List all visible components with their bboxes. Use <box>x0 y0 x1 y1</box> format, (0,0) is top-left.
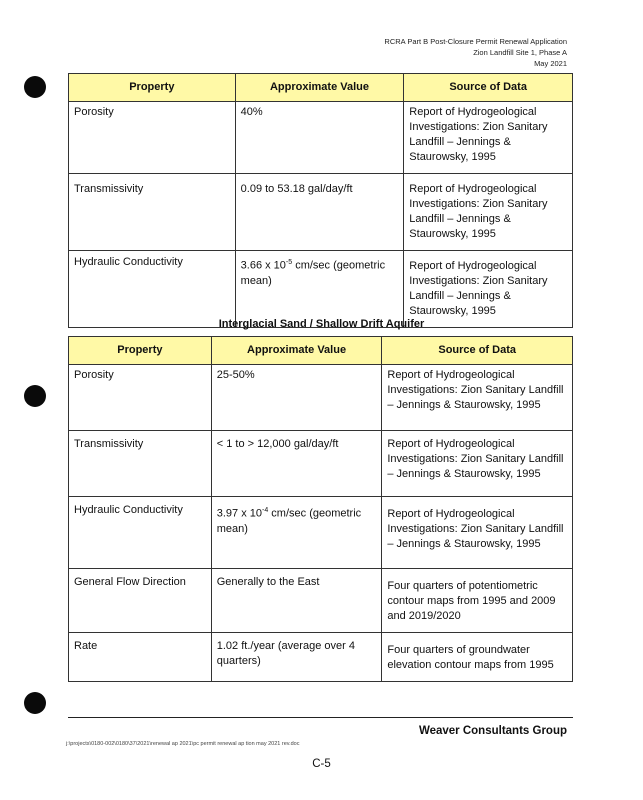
table-header-row <box>69 74 573 102</box>
table-row <box>69 633 573 682</box>
value-exponent: -4 <box>262 507 269 514</box>
cell-property: Transmissivity <box>69 431 212 497</box>
properties-table-2 <box>68 336 573 682</box>
cell-value: 0.09 to 53.18 gal/day/ft <box>235 174 404 251</box>
header-line-2: Zion Landfill Site 1, Phase A <box>473 48 567 57</box>
section-title: Interglacial Sand / Shallow Drift Aquifer <box>218 318 425 330</box>
table-row <box>69 431 573 497</box>
column-header-property: Property <box>69 337 212 365</box>
cell-source: Four quarters of groundwater elevation contour maps from 1995 <box>382 633 573 682</box>
column-header-source: Source of Data <box>382 337 573 365</box>
cell-value: Generally to the East <box>211 569 382 633</box>
document-header <box>384 36 567 69</box>
cell-value: < 1 to > 12,000 gal/day/ft <box>211 431 382 497</box>
value-mantissa: 3.97 x 10 <box>216 507 263 520</box>
header-line-3: May 2021 <box>534 59 567 68</box>
cell-property: Porosity <box>69 365 212 431</box>
cell-source: Report of Hydrogeological Investigations: Zion Sanitary Landfill – Jennings & Staurowsky, 1995 <box>382 431 573 497</box>
binder-hole-bottom <box>24 692 46 714</box>
properties-table-1 <box>68 73 573 328</box>
page-number: C-5 <box>312 758 331 770</box>
value-unit: cm/sec (geometric mean) <box>216 507 362 535</box>
table-header-row <box>69 337 573 365</box>
cell-value: 25-50% <box>211 365 382 431</box>
binder-hole-top <box>24 76 46 98</box>
company-name: Weaver Consultants Group <box>418 725 567 737</box>
cell-value <box>235 251 404 328</box>
table-row <box>69 569 573 633</box>
cell-source: Report of Hydrogeological Investigations: Zion Sanitary Landfill – Jennings & Staurowsky, 1995 <box>382 497 573 569</box>
cell-source: Report of Hydrogeological Investigations: Zion Sanitary Landfill – Jennings & Staurowsky, 1995 <box>404 102 573 174</box>
cell-property: General Flow Direction <box>69 569 212 633</box>
table-row <box>69 174 573 251</box>
table-row <box>69 251 573 328</box>
file-path: j:\projects\0180-002\0180\37\2021\renewal ap 2021\pc permit renewal ap tion may 2021 rev.doc <box>66 741 300 747</box>
footer-divider <box>68 717 573 718</box>
table-row <box>69 102 573 174</box>
value-unit: cm/sec (geometric mean) <box>240 259 386 287</box>
cell-property: Hydraulic Conductivity <box>69 251 236 328</box>
cell-source: Report of Hydrogeological Investigations: Zion Sanitary Landfill – Jennings & Staurowsky, 1995 <box>404 174 573 251</box>
cell-property: Hydraulic Conductivity <box>69 497 212 569</box>
column-header-value: Approximate Value <box>211 337 382 365</box>
cell-source: Report of Hydrogeological Investigations: Zion Sanitary Landfill – Jennings & Staurowsky, 1995 <box>404 251 573 328</box>
cell-property: Rate <box>69 633 212 682</box>
table-row <box>69 497 573 569</box>
table-row <box>69 365 573 431</box>
column-header-value: Approximate Value <box>235 74 404 102</box>
value-mantissa: 3.66 x 10 <box>240 259 286 272</box>
column-header-source: Source of Data <box>404 74 573 102</box>
cell-source: Four quarters of potentiometric contour maps from 1995 and 2009 and 2019/2020 <box>382 569 573 633</box>
value-exponent: -5 <box>285 259 293 266</box>
column-header-property: Property <box>69 74 236 102</box>
cell-property: Porosity <box>69 102 236 174</box>
cell-property: Transmissivity <box>69 174 236 251</box>
cell-value: 1.02 ft./year (average over 4 quarters) <box>211 633 382 682</box>
cell-source: Report of Hydrogeological Investigations: Zion Sanitary Landfill – Jennings & Staurowsky, 1995 <box>382 365 573 431</box>
binder-hole-middle <box>24 385 46 407</box>
cell-value <box>211 497 382 569</box>
header-line-1: RCRA Part B Post-Closure Permit Renewal Application <box>384 37 567 46</box>
cell-value: 40% <box>235 102 404 174</box>
